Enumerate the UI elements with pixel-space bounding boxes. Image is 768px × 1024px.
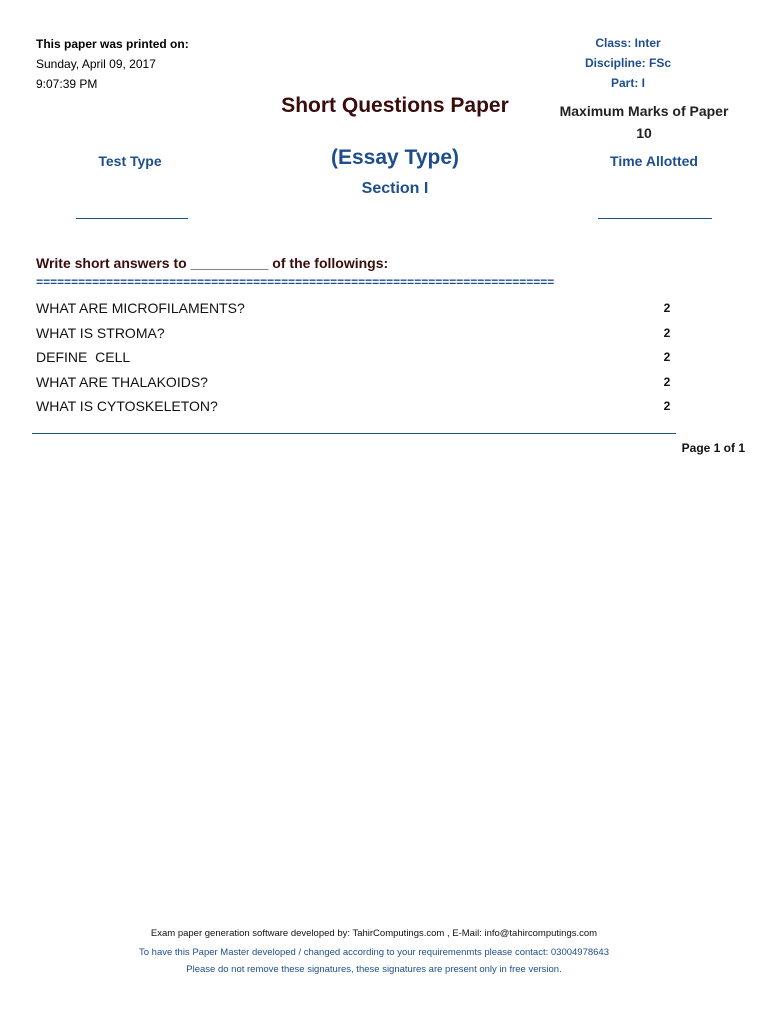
question-marks: 2 [663,301,671,316]
class-label: Class: Inter [595,36,661,50]
time-allotted-label: Time Allotted [610,153,698,169]
question-text: DEFINE CELL [36,349,131,366]
test-type-label: Test Type [98,153,162,169]
question-text: WHAT IS STROMA? [36,324,165,341]
question-text: WHAT ARE THALAKOIDS? [36,373,208,390]
question-marks: 2 [663,325,671,340]
footer-notice: Please do not remove these signatures, these signatures are present only in free version. [186,964,562,975]
footer-contact: To have this Paper Master developed / changed according to your requiremenmts please contact: 03004978643 [138,947,610,958]
question-marks: 2 [663,399,671,414]
instruction-text: Write short answers to __________ of the followings: [36,255,389,271]
time-allotted-blank [598,218,712,219]
question-marks: 2 [663,374,671,389]
end-of-questions-line [32,433,676,434]
question-marks: 2 [663,350,671,365]
separator-line: ========================================================================== [36,276,555,290]
max-marks-label: Maximum Marks of Paper [559,103,729,119]
printed-date: Sunday, April 09, 2017 [36,57,156,71]
question-row [36,370,686,395]
question-row [36,296,686,321]
question-row [36,345,686,370]
question-text: WHAT ARE MICROFILAMENTS? [36,300,245,317]
question-row [36,394,686,419]
paper-title: Short Questions Paper [281,94,509,117]
discipline-label: Discipline: FSc [584,56,672,70]
footer-developer: Exam paper generation software developed by: TahirComputings.com , E-Mail: info@tahircomputings.com [150,928,598,939]
question-row [36,321,686,346]
printed-time: 9:07:39 PM [36,77,98,91]
question-text: WHAT IS CYTOSKELETON? [36,398,218,415]
essay-type-heading: (Essay Type) [331,146,459,169]
max-marks [542,100,746,144]
printed-label: This paper was printed on: [36,37,189,51]
print-info [36,34,189,94]
class-info [558,33,698,93]
max-marks-value: 10 [636,125,652,141]
test-type-blank [76,218,188,219]
part-label: Part: I [610,76,645,90]
question-list [36,296,686,419]
section-heading: Section I [361,180,429,197]
page-number: Page 1 of 1 [681,441,745,455]
